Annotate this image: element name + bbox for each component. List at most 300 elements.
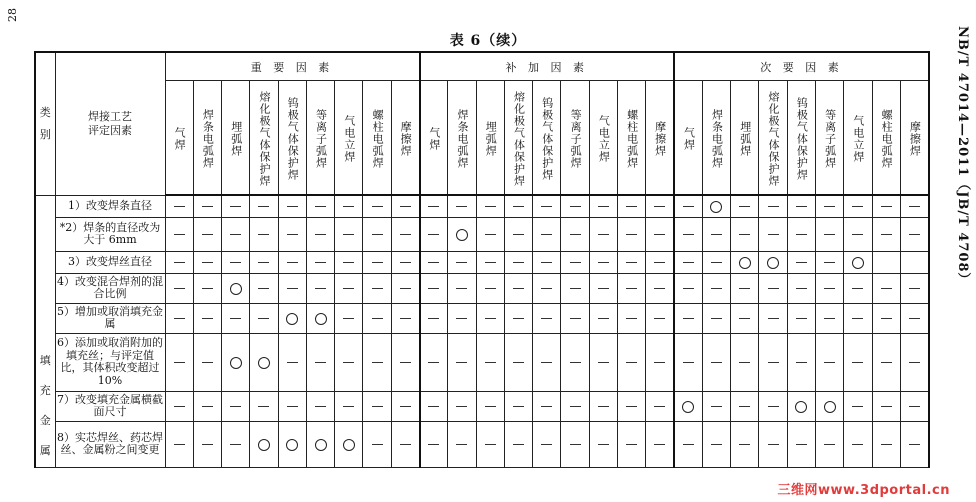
dash-mark [391, 273, 419, 303]
dash-mark [731, 217, 759, 251]
dash-mark [589, 195, 617, 217]
dash-icon [711, 362, 722, 363]
circle-mark [222, 273, 250, 303]
dash-mark [900, 391, 929, 421]
process-label: 焊条电弧焊 [201, 109, 215, 169]
dash-mark [222, 217, 250, 251]
dash-icon [570, 444, 581, 445]
process-label: 气电立焊 [597, 115, 611, 163]
dash-icon [626, 206, 637, 207]
dash-mark [844, 303, 872, 333]
dash-mark [335, 391, 363, 421]
dash-mark [306, 333, 334, 391]
dash-icon [626, 444, 637, 445]
dash-mark [787, 333, 815, 391]
dash-icon [739, 444, 750, 445]
dash-mark [448, 333, 476, 391]
dash-mark [504, 273, 532, 303]
dash-mark [759, 333, 787, 391]
dash-icon [824, 444, 835, 445]
dash-mark [193, 303, 221, 333]
dash-mark [363, 217, 391, 251]
process-label: 等离子弧焊 [314, 109, 328, 169]
dash-icon [202, 206, 213, 207]
dash-icon [372, 318, 383, 319]
category-cell [35, 195, 55, 467]
dash-mark [646, 421, 674, 467]
dash-mark [165, 251, 193, 273]
dash-mark [900, 303, 929, 333]
dash-mark [278, 391, 306, 421]
dash-icon [852, 318, 863, 319]
process-header-important [165, 81, 193, 196]
dash-icon [343, 234, 354, 235]
dash-mark [702, 421, 730, 467]
dash-mark [193, 251, 221, 273]
process-label: 钨极气体保护焊 [286, 97, 300, 181]
factor-cell: *2）焊条的直径改为大于 6mm [55, 217, 165, 251]
dash-mark [618, 273, 646, 303]
dash-mark [589, 421, 617, 467]
dash-icon [513, 406, 524, 407]
dash-mark [476, 303, 504, 333]
dash-mark [476, 333, 504, 391]
process-header-minor [787, 81, 815, 196]
circle-mark [844, 251, 872, 273]
dash-mark [193, 421, 221, 467]
dash-mark [702, 303, 730, 333]
dash-mark [589, 391, 617, 421]
process-header-important [363, 81, 391, 196]
process-label: 埋弧焊 [738, 121, 752, 157]
dash-icon [372, 406, 383, 407]
factor-cell: 6）添加或取消附加的填充丝；与评定值比，其体积改变超过 10% [55, 333, 165, 391]
process-label: 螺柱电弧焊 [625, 109, 639, 169]
dash-icon [400, 234, 411, 235]
dash-mark [335, 251, 363, 273]
dash-icon [626, 262, 637, 263]
dash-icon [598, 288, 609, 289]
dash-icon [570, 318, 581, 319]
factor-cell: 4）改变混合焊剂的混合比例 [55, 273, 165, 303]
process-header-important [250, 81, 278, 196]
dash-mark [674, 421, 702, 467]
dash-mark [872, 421, 900, 467]
process-header-minor [900, 81, 929, 196]
header-row-processes [35, 81, 929, 196]
dash-mark [759, 195, 787, 217]
dash-mark [815, 251, 843, 273]
dash-mark [363, 391, 391, 421]
circle-mark [702, 195, 730, 217]
dash-icon [852, 206, 863, 207]
dash-icon [768, 318, 779, 319]
dash-icon [739, 362, 750, 363]
process-header-important [391, 81, 419, 196]
dash-mark [787, 303, 815, 333]
factor-cell: 5）增加或取消填充金属 [55, 303, 165, 333]
circle-mark [306, 421, 334, 467]
dash-icon [485, 234, 496, 235]
dash-icon [541, 444, 552, 445]
dash-mark [391, 303, 419, 333]
dash-icon [796, 206, 807, 207]
dash-mark [731, 333, 759, 391]
dash-mark [561, 273, 589, 303]
empty-mark [900, 251, 929, 273]
dash-icon [768, 206, 779, 207]
dash-mark [844, 333, 872, 391]
dash-icon [287, 288, 298, 289]
dash-mark [193, 273, 221, 303]
dash-mark [335, 195, 363, 217]
dash-icon [626, 362, 637, 363]
dash-icon [174, 362, 185, 363]
dash-mark [618, 195, 646, 217]
process-label: 气焊 [427, 127, 441, 151]
dash-icon [287, 234, 298, 235]
dash-mark [674, 333, 702, 391]
dash-mark [872, 195, 900, 217]
dash-mark [476, 421, 504, 467]
dash-icon [202, 262, 213, 263]
dash-icon [202, 406, 213, 407]
dash-icon [513, 262, 524, 263]
dash-mark [504, 391, 532, 421]
table-row [35, 217, 929, 251]
header-row-groups [35, 52, 929, 81]
dash-mark [193, 195, 221, 217]
dash-mark [250, 251, 278, 273]
circle-icon [343, 439, 355, 451]
dash-mark [391, 391, 419, 421]
dash-mark [250, 195, 278, 217]
dash-icon [287, 362, 298, 363]
dash-mark [900, 421, 929, 467]
circle-mark [787, 391, 815, 421]
dash-mark [420, 273, 448, 303]
dash-icon [881, 406, 892, 407]
dash-icon [485, 262, 496, 263]
circle-icon [230, 283, 242, 295]
dash-icon [428, 288, 439, 289]
dash-mark [815, 303, 843, 333]
dash-mark [278, 195, 306, 217]
dash-mark [278, 217, 306, 251]
dash-icon [513, 362, 524, 363]
dash-mark [872, 217, 900, 251]
dash-icon [909, 362, 920, 363]
dash-mark [646, 251, 674, 273]
dash-icon [598, 262, 609, 263]
dash-mark [420, 195, 448, 217]
dash-mark [844, 273, 872, 303]
dash-icon [343, 262, 354, 263]
dash-mark [222, 251, 250, 273]
dash-icon [230, 234, 241, 235]
dash-icon [456, 318, 467, 319]
dash-mark [504, 303, 532, 333]
dash-icon [230, 444, 241, 445]
dash-icon [654, 406, 665, 407]
table-row [35, 273, 929, 303]
dash-mark [646, 333, 674, 391]
dash-icon [372, 288, 383, 289]
dash-mark [900, 273, 929, 303]
dash-icon [739, 206, 750, 207]
circle-mark [278, 421, 306, 467]
dash-icon [796, 444, 807, 445]
dash-icon [287, 262, 298, 263]
dash-icon [258, 406, 269, 407]
dash-icon [258, 262, 269, 263]
dash-mark [844, 391, 872, 421]
process-label: 摩擦焊 [908, 121, 922, 157]
dash-icon [202, 362, 213, 363]
dash-mark [533, 217, 561, 251]
dash-mark [448, 251, 476, 273]
circle-mark [674, 391, 702, 421]
dash-mark [674, 303, 702, 333]
dash-icon [541, 406, 552, 407]
dash-icon [711, 318, 722, 319]
dash-icon [852, 444, 863, 445]
dash-icon [202, 318, 213, 319]
dash-icon [683, 362, 694, 363]
welding-factor-table [34, 51, 930, 468]
dash-mark [561, 421, 589, 467]
process-label: 熔化极气体保护焊 [257, 91, 271, 187]
table-row [35, 251, 929, 273]
dash-mark [250, 273, 278, 303]
dash-mark [306, 391, 334, 421]
dash-icon [598, 234, 609, 235]
dash-icon [513, 288, 524, 289]
dash-icon [456, 444, 467, 445]
dash-icon [258, 318, 269, 319]
dash-mark [193, 217, 221, 251]
process-header-supplementary [448, 81, 476, 196]
dash-icon [174, 206, 185, 207]
circle-icon [767, 257, 779, 269]
dash-mark [561, 333, 589, 391]
dash-mark [589, 273, 617, 303]
dash-icon [428, 234, 439, 235]
process-header-important [306, 81, 334, 196]
dash-icon [626, 318, 637, 319]
circle-mark [335, 421, 363, 467]
process-label: 气电立焊 [342, 115, 356, 163]
dash-icon [343, 318, 354, 319]
table-row [35, 391, 929, 421]
dash-icon [428, 444, 439, 445]
dash-mark [618, 421, 646, 467]
dash-icon [400, 362, 411, 363]
circle-icon [824, 401, 836, 413]
circle-icon [258, 439, 270, 451]
dash-mark [815, 273, 843, 303]
process-label: 熔化极气体保护焊 [512, 91, 526, 187]
process-label: 埋弧焊 [484, 121, 498, 157]
dash-mark [787, 217, 815, 251]
circle-icon [230, 357, 242, 369]
process-label: 等离子弧焊 [569, 109, 583, 169]
dash-mark [165, 391, 193, 421]
dash-mark [674, 273, 702, 303]
dash-mark [278, 273, 306, 303]
dash-mark [533, 195, 561, 217]
dash-icon [485, 206, 496, 207]
process-label: 钨极气体保护焊 [795, 97, 809, 181]
dash-icon [654, 318, 665, 319]
dash-icon [485, 288, 496, 289]
dash-icon [315, 288, 326, 289]
dash-mark [165, 333, 193, 391]
dash-icon [230, 206, 241, 207]
dash-icon [400, 318, 411, 319]
dash-mark [448, 303, 476, 333]
dash-mark [363, 251, 391, 273]
dash-mark [674, 195, 702, 217]
circle-mark [731, 251, 759, 273]
factor-cell: 8）实芯焊丝、药芯焊丝、金属粉之间变更 [55, 421, 165, 467]
dash-mark [391, 421, 419, 467]
dash-mark [306, 273, 334, 303]
dash-mark [448, 421, 476, 467]
dash-mark [589, 333, 617, 391]
dash-mark [872, 303, 900, 333]
circle-mark [815, 391, 843, 421]
process-label: 气焊 [173, 127, 187, 151]
dash-mark [448, 195, 476, 217]
table-row [35, 333, 929, 391]
dash-icon [881, 362, 892, 363]
dash-mark [589, 217, 617, 251]
dash-mark [646, 195, 674, 217]
dash-mark [872, 273, 900, 303]
process-label: 埋弧焊 [229, 121, 243, 157]
dash-mark [420, 333, 448, 391]
dash-icon [824, 362, 835, 363]
dash-icon [739, 288, 750, 289]
dash-mark [844, 195, 872, 217]
dash-icon [343, 288, 354, 289]
circle-mark [306, 303, 334, 333]
dash-icon [598, 362, 609, 363]
dash-icon [258, 234, 269, 235]
dash-mark [815, 195, 843, 217]
category-label: 填 充 金 属 [39, 354, 51, 457]
dash-icon [485, 362, 496, 363]
process-header-minor [674, 81, 702, 196]
circle-mark [448, 217, 476, 251]
dash-mark [533, 391, 561, 421]
dash-mark [759, 421, 787, 467]
process-header-supplementary [589, 81, 617, 196]
process-header-supplementary [561, 81, 589, 196]
dash-icon [315, 234, 326, 235]
dash-icon [513, 206, 524, 207]
dash-icon [626, 288, 637, 289]
dash-mark [618, 391, 646, 421]
dash-mark [193, 333, 221, 391]
dash-icon [852, 362, 863, 363]
dash-mark [250, 391, 278, 421]
factor-cell: 1）改变焊条直径 [55, 195, 165, 217]
dash-icon [541, 206, 552, 207]
dash-icon [711, 444, 722, 445]
dash-mark [646, 273, 674, 303]
dash-mark [900, 217, 929, 251]
dash-mark [787, 273, 815, 303]
process-label: 气焊 [682, 127, 696, 151]
dash-icon [315, 206, 326, 207]
dash-icon [683, 234, 694, 235]
dash-mark [618, 333, 646, 391]
dash-mark [420, 251, 448, 273]
dash-mark [589, 251, 617, 273]
dash-icon [796, 362, 807, 363]
dash-icon [796, 262, 807, 263]
dash-mark [561, 195, 589, 217]
circle-mark [759, 251, 787, 273]
dash-icon [372, 444, 383, 445]
dash-mark [618, 303, 646, 333]
dash-icon [683, 444, 694, 445]
dash-icon [400, 406, 411, 407]
dash-icon [654, 288, 665, 289]
dash-icon [824, 234, 835, 235]
circle-icon [315, 313, 327, 325]
dash-icon [456, 406, 467, 407]
table-row [35, 195, 929, 217]
dash-mark [731, 421, 759, 467]
dash-icon [570, 234, 581, 235]
dash-mark [165, 421, 193, 467]
dash-icon [230, 406, 241, 407]
circle-icon [258, 357, 270, 369]
dash-icon [315, 406, 326, 407]
dash-mark [815, 333, 843, 391]
dash-mark [702, 217, 730, 251]
dash-mark [420, 421, 448, 467]
circle-icon [710, 201, 722, 213]
dash-mark [759, 391, 787, 421]
dash-mark [476, 273, 504, 303]
dash-icon [400, 444, 411, 445]
dash-mark [306, 195, 334, 217]
process-header-supplementary [504, 81, 532, 196]
dash-icon [909, 444, 920, 445]
dash-icon [485, 406, 496, 407]
factor-header [55, 52, 165, 195]
dash-mark [533, 251, 561, 273]
dash-icon [174, 288, 185, 289]
dash-icon [428, 262, 439, 263]
process-header-minor [731, 81, 759, 196]
dash-icon [739, 318, 750, 319]
dash-mark [618, 217, 646, 251]
dash-mark [222, 391, 250, 421]
dash-mark [561, 391, 589, 421]
dash-icon [541, 362, 552, 363]
dash-icon [570, 206, 581, 207]
dash-icon [428, 318, 439, 319]
dash-mark [363, 303, 391, 333]
dash-icon [541, 234, 552, 235]
dash-icon [598, 406, 609, 407]
dash-mark [165, 195, 193, 217]
